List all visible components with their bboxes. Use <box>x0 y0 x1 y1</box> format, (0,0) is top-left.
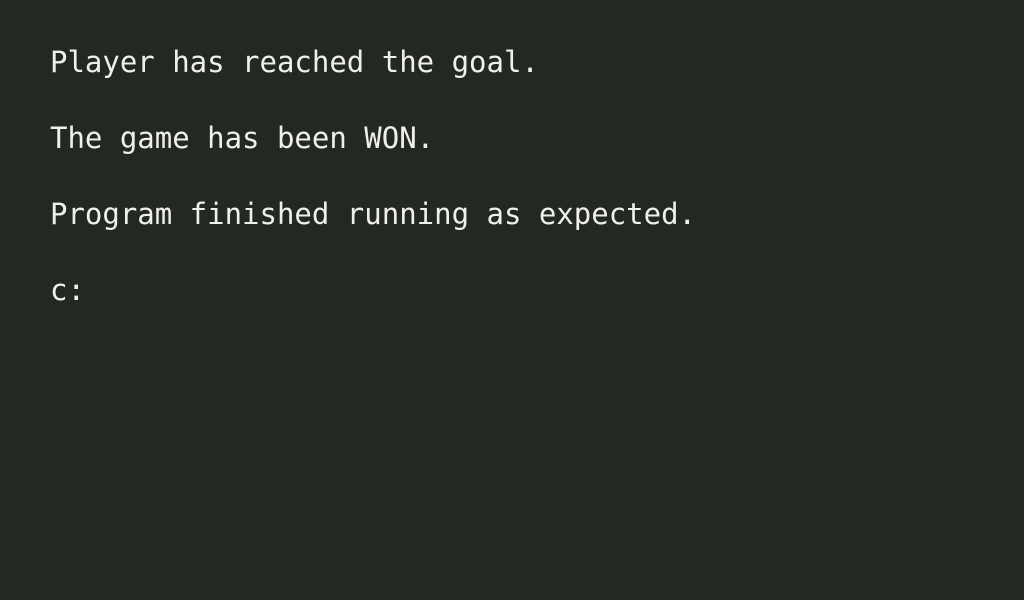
output-line-finished: Program finished running as expected. <box>50 197 697 231</box>
command-input[interactable] <box>85 274 885 308</box>
output-line-won: The game has been WON. <box>50 121 435 155</box>
command-prompt-row[interactable] <box>50 273 974 307</box>
output-line-goal: Player has reached the goal. <box>50 45 539 79</box>
prompt-label: c: <box>50 273 85 307</box>
